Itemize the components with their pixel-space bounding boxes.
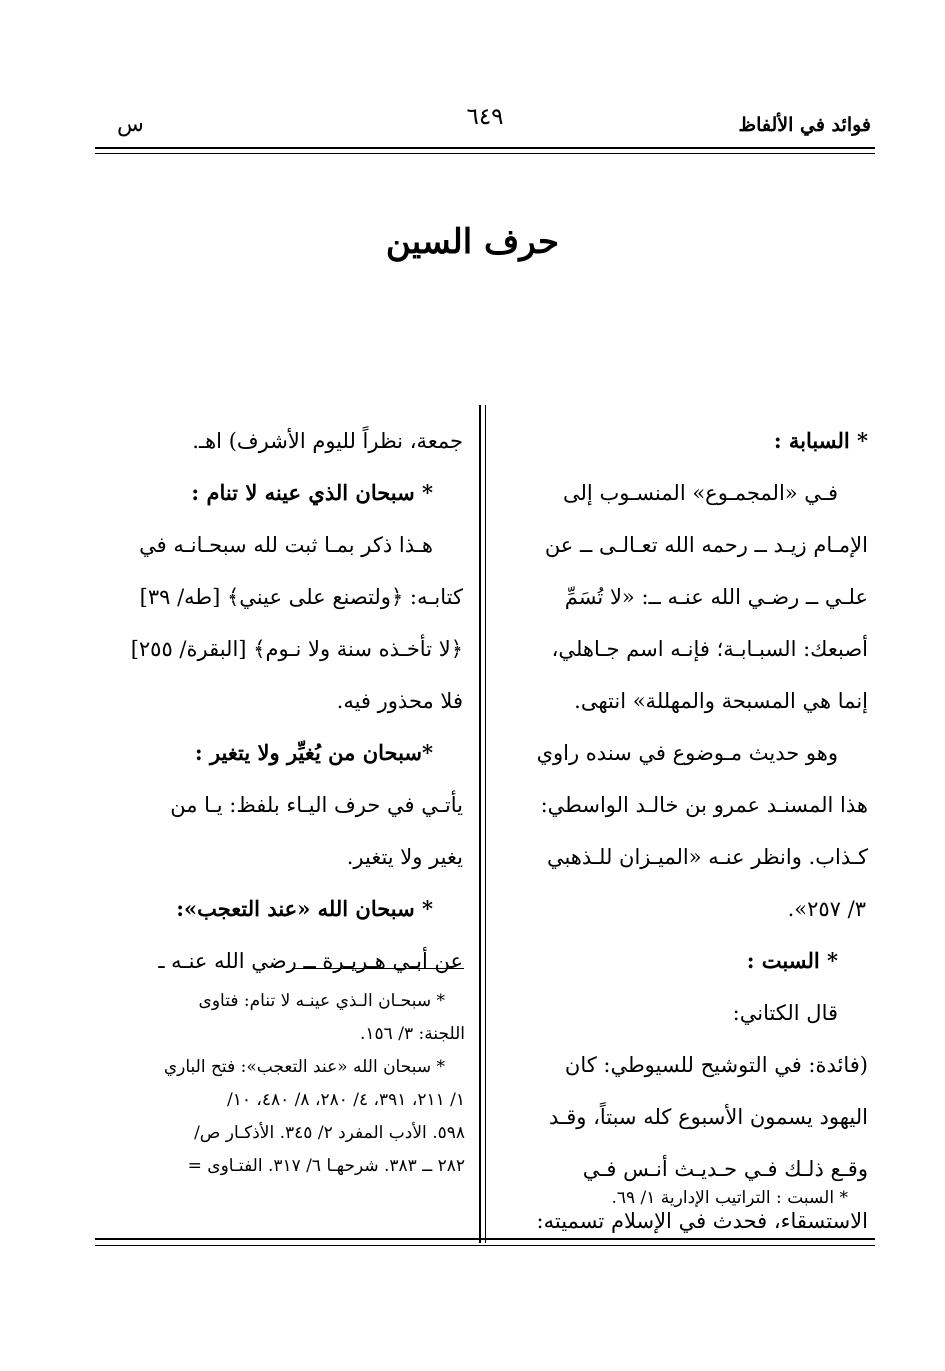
entry-heading-subhan-allah: * سبحان الله «عند التعجب»: bbox=[176, 896, 433, 921]
page-number: ٦٤٩ bbox=[466, 104, 504, 130]
text-line: علـي ــ رضـي الله عنـه ــ: «لا تُسَمِّ bbox=[564, 585, 868, 609]
text-line: ٣/ ٢٥٧». bbox=[787, 897, 866, 921]
text-line: إنما هي المسبحة والمهللة» انتهى. bbox=[574, 689, 868, 713]
text-line: فـي «المجمـوع» المنسـوب إلى bbox=[563, 481, 838, 505]
entry-heading-sabt: * السبت : bbox=[746, 948, 838, 973]
footnote-line: اللجنة: ٣/ ١٥٦. bbox=[360, 1024, 465, 1044]
text-line: أصبعك: السبـابـة؛ فإنـه اسم جـاهلي، bbox=[551, 637, 868, 661]
footnote-rule bbox=[292, 968, 464, 969]
chapter-title: حرف السين bbox=[385, 222, 560, 262]
text-line: يغير ولا يتغير. bbox=[346, 845, 463, 869]
column-divider-thin bbox=[485, 405, 486, 1243]
text-line: الإمـام زيـد ــ رحمه الله تعـالـى ــ عن bbox=[544, 533, 868, 557]
footnotes-left bbox=[95, 985, 465, 1183]
text-line: فلا محذور فيه. bbox=[336, 689, 463, 713]
left-column bbox=[95, 415, 463, 987]
text-line: كتابـه: ﴿ولتصنع على عيني﴾ [طه/ ٣٩] bbox=[139, 585, 463, 609]
text-line: جمعة، نظراً لليوم الأشرف) اهـ. bbox=[192, 429, 463, 453]
footnote-line: ٢٨٢ ــ ٣٨٣. شرحهـا ٦/ ٣١٧. الفتـاوى = bbox=[187, 1156, 465, 1176]
header-book-title: فوائد في الألفاظ bbox=[738, 114, 871, 136]
column-divider bbox=[479, 405, 481, 1243]
footnote-line: ١/ ٢١١، ٣٩١، ٤/ ٢٨٠، ٨/ ٤٨٠، ١٠/ bbox=[226, 1090, 465, 1110]
text-line: يأتـي في حرف اليـاء بلفظ: يـا من bbox=[170, 793, 463, 817]
text-line: كـذاب. وانظر عنـه «الميـزان للـذهبي bbox=[546, 845, 868, 869]
entry-heading-subhan-man: *سبحان من يُغيِّر ولا يتغير : bbox=[194, 740, 433, 765]
header-rule-thin bbox=[95, 153, 875, 154]
header-section-letter: س bbox=[117, 112, 144, 137]
text-line: الاستسقاء، فحدث في الإسلام تسميته: bbox=[536, 1209, 868, 1233]
footnote-line: * السبت : التراتيب الإدارية ١/ ٦٩. bbox=[611, 1188, 848, 1208]
footnote-line: * سبحان الله «عند التعجب»: فتح الباري bbox=[163, 1057, 445, 1077]
text-line: هذا المسنـد عمرو بن خالـد الواسطي: bbox=[540, 793, 868, 817]
text-line: عن أبـي هـريـرة ــ رضي الله عنـه ـ bbox=[158, 949, 463, 973]
footnote-line: * سبحـان الـذي عينـه لا تنام: فتاوى bbox=[198, 991, 445, 1011]
running-header bbox=[95, 98, 875, 144]
text-line: وقـع ذلـك فـي حـديـث أنـس فـي bbox=[582, 1157, 868, 1181]
bottom-rule-thin bbox=[95, 1245, 875, 1246]
footnotes-right bbox=[498, 1182, 848, 1215]
footnote-line: ٥٩٨. الأدب المفرد ٢/ ٣٤٥. الأذكـار ص/ bbox=[194, 1123, 465, 1143]
text-line: ﴿لا تأخـذه سنة ولا نـوم﴾ [البقرة/ ٢٥٥] bbox=[130, 637, 463, 661]
text-line: قال الكتاني: bbox=[732, 1001, 838, 1025]
entry-heading-subhan-alladhi: * سبحان الذي عينه لا تنام : bbox=[191, 480, 433, 505]
header-rule-thick bbox=[95, 147, 875, 149]
text-line: (فائدة: في التوشيح للسيوطي: كان bbox=[564, 1053, 868, 1077]
text-line: اليهود يسمون الأسبوع كله سبتاً، وقـد bbox=[549, 1105, 868, 1129]
bottom-rule-thick bbox=[95, 1238, 875, 1240]
text-line: وهو حديث مـوضوع في سنده راوي bbox=[536, 741, 838, 765]
text-line: هـذا ذكر بمـا ثبت لله سبحـانـه في bbox=[139, 533, 433, 557]
entry-heading-sabbaba: * السبابة : bbox=[773, 428, 868, 453]
right-column bbox=[498, 415, 868, 1247]
